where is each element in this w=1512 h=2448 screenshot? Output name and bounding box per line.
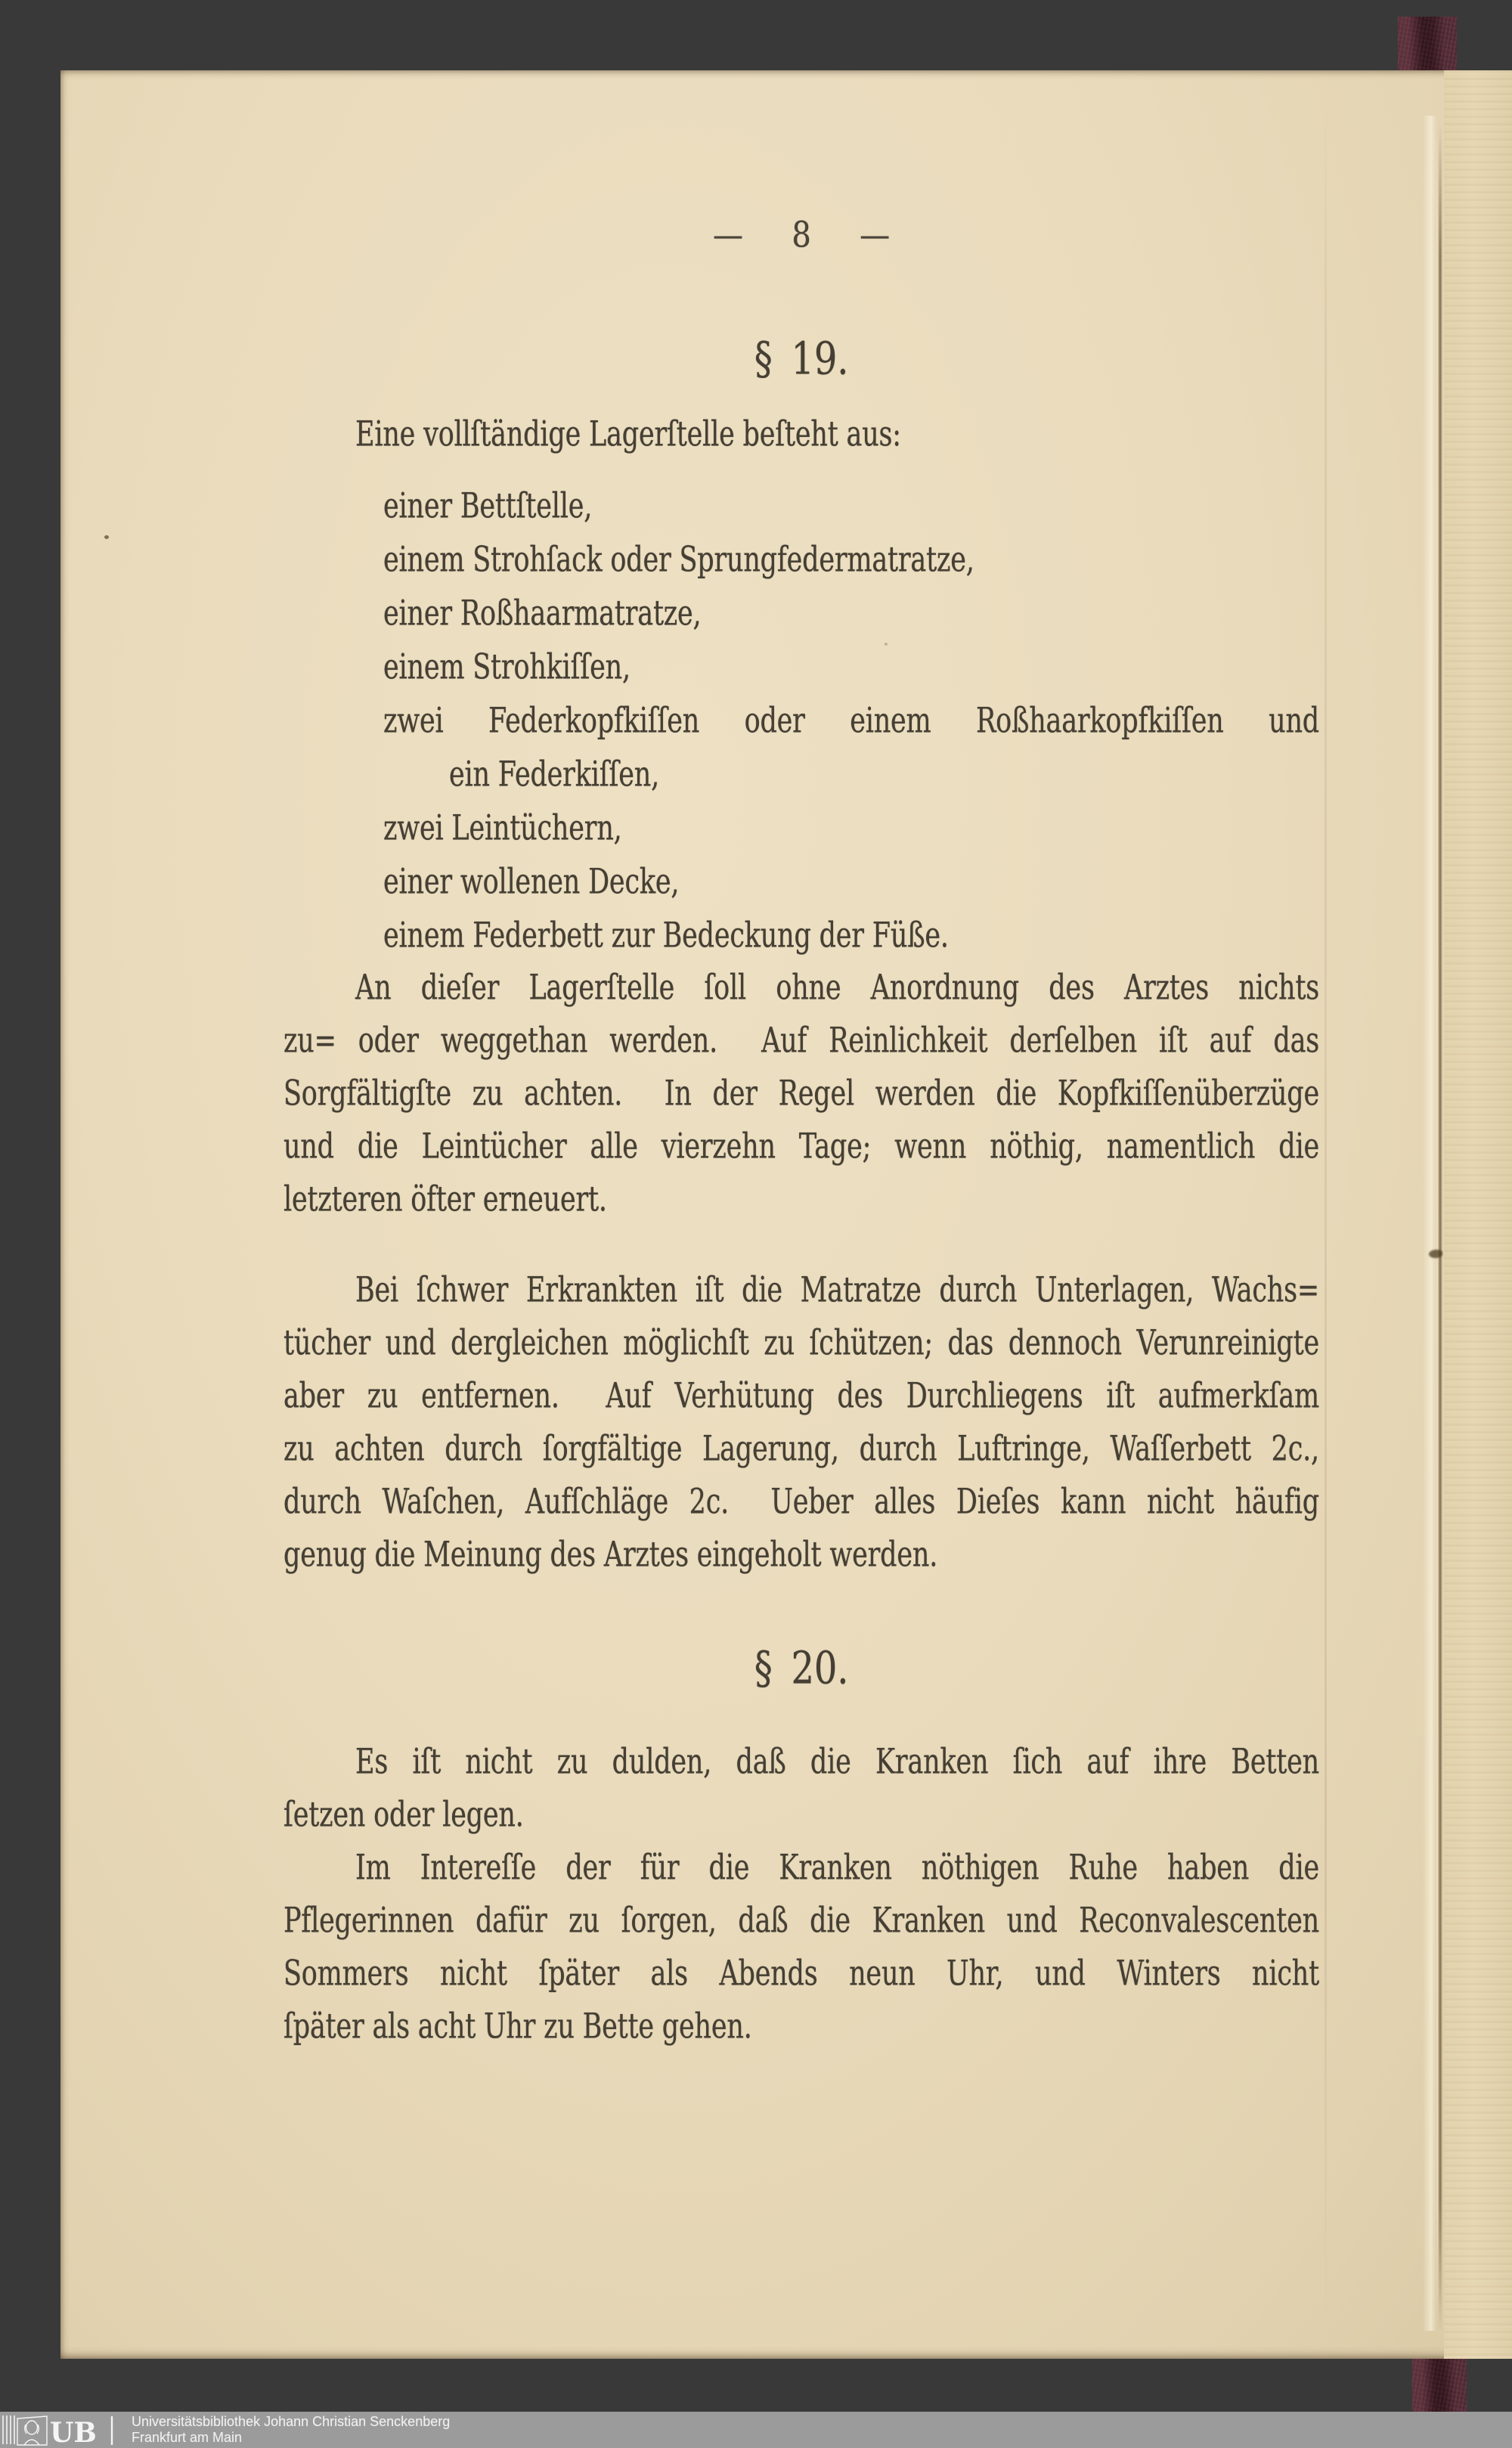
senckenberg-portrait-icon — [17, 2416, 47, 2445]
page-edge-highlight — [1423, 116, 1436, 2331]
list-item: einer Roßhaarmatratze, — [383, 594, 702, 634]
paper-crease — [1325, 93, 1327, 2331]
library-name: Universitätsbibliothek Johann Christian Senckenberg — [132, 2414, 451, 2429]
bookmark-ribbon-top — [1398, 17, 1457, 70]
paper-fleck — [104, 535, 109, 539]
text-line: zu achten durch ſorgfältige Lagerung, durch Luftringe, Waſſerbett 2c., — [284, 1430, 1319, 1469]
text-line: ſetzen oder legen. — [284, 1796, 524, 1835]
book-fore-edge — [1444, 70, 1512, 2359]
text-line: durch Waſchen, Aufſchläge 2c. Ueber alles Dieſes kann nicht häufig — [284, 1483, 1319, 1522]
text-line: Bei ſchwer Erkrankten iſt die Matratze durch Unterlagen, Wachs= — [355, 1271, 1319, 1310]
list-item: einem Strohſack oder Sprungfedermatratze, — [383, 541, 974, 580]
section-heading-20: § 20. — [754, 1642, 849, 1695]
text-line: aber zu entfernen. Auf Verhütung des Durchliegens iſt aufmerkſam — [284, 1377, 1319, 1416]
paper-notch — [1429, 1250, 1442, 1258]
books-icon — [3, 2415, 14, 2444]
text-line: tücher und dergleichen möglichſt zu ſchützen; das dennoch Verunreinigte — [284, 1324, 1319, 1363]
ub-logo — [0, 2412, 129, 2448]
text-line: Im Intereſſe der für die Kranken nöthigen Ruhe haben die — [355, 1848, 1319, 1888]
text-line: Es iſt nicht zu dulden, daß die Kranken ſich auf ihre Betten — [355, 1743, 1319, 1782]
text-line: Sommers nicht ſpäter als Abends neun Uhr, und Winters nicht — [284, 1954, 1319, 1994]
list-item: zwei Leintüchern, — [383, 809, 622, 848]
page-number: — 8 — — [713, 214, 890, 256]
list-item: einer Bettſtelle, — [383, 487, 593, 526]
list-item: einem Federbett zur Bedeckung der Füße. — [383, 916, 949, 956]
section-heading-19: § 19. — [754, 333, 849, 386]
text-line: Pflegerinnen dafür zu ſorgen, daß die Kranken und Reconvalescenten — [284, 1901, 1319, 1941]
text-line: Sorgfältigſte zu achten. In der Regel werden die Kopfkiſſenüberzüge — [284, 1074, 1319, 1114]
list-item: einer wollenen Decke, — [383, 863, 680, 902]
text-line: letzteren öfter erneuert. — [284, 1180, 607, 1219]
text-line: genug die Meinung des Arztes eingeholt werden. — [284, 1535, 938, 1575]
list-item: einem Strohkiſſen, — [383, 648, 631, 687]
text-line: Eine vollſtändige Lagerſtelle beſteht aus: — [355, 415, 901, 454]
list-item: zwei Federkopfkiſſen oder einem Roßhaarkopfkiſſen und — [383, 702, 1319, 741]
library-footer-bar — [0, 2412, 1512, 2448]
library-city: Frankfurt am Main — [132, 2430, 243, 2445]
text-line: ſpäter als acht Uhr zu Bette gehen. — [284, 2007, 752, 2047]
text-line: An dieſer Lagerſtelle ſoll ohne Anordnung des Arztes nichts — [355, 968, 1319, 1008]
text-line: und die Leintücher alle vierzehn Tage; wenn nöthig, namentlich die — [284, 1127, 1319, 1167]
list-item: ein Federkiſſen, — [449, 755, 659, 795]
ub-logo-acronym: UB — [50, 2417, 97, 2448]
page-gutter-shadow — [1436, 123, 1442, 2331]
text-line: zu= oder weggethan werden. Auf Reinlichkeit derſelben iſt auf das — [284, 1021, 1319, 1061]
bookmark-ribbon-bottom — [1412, 2359, 1467, 2412]
